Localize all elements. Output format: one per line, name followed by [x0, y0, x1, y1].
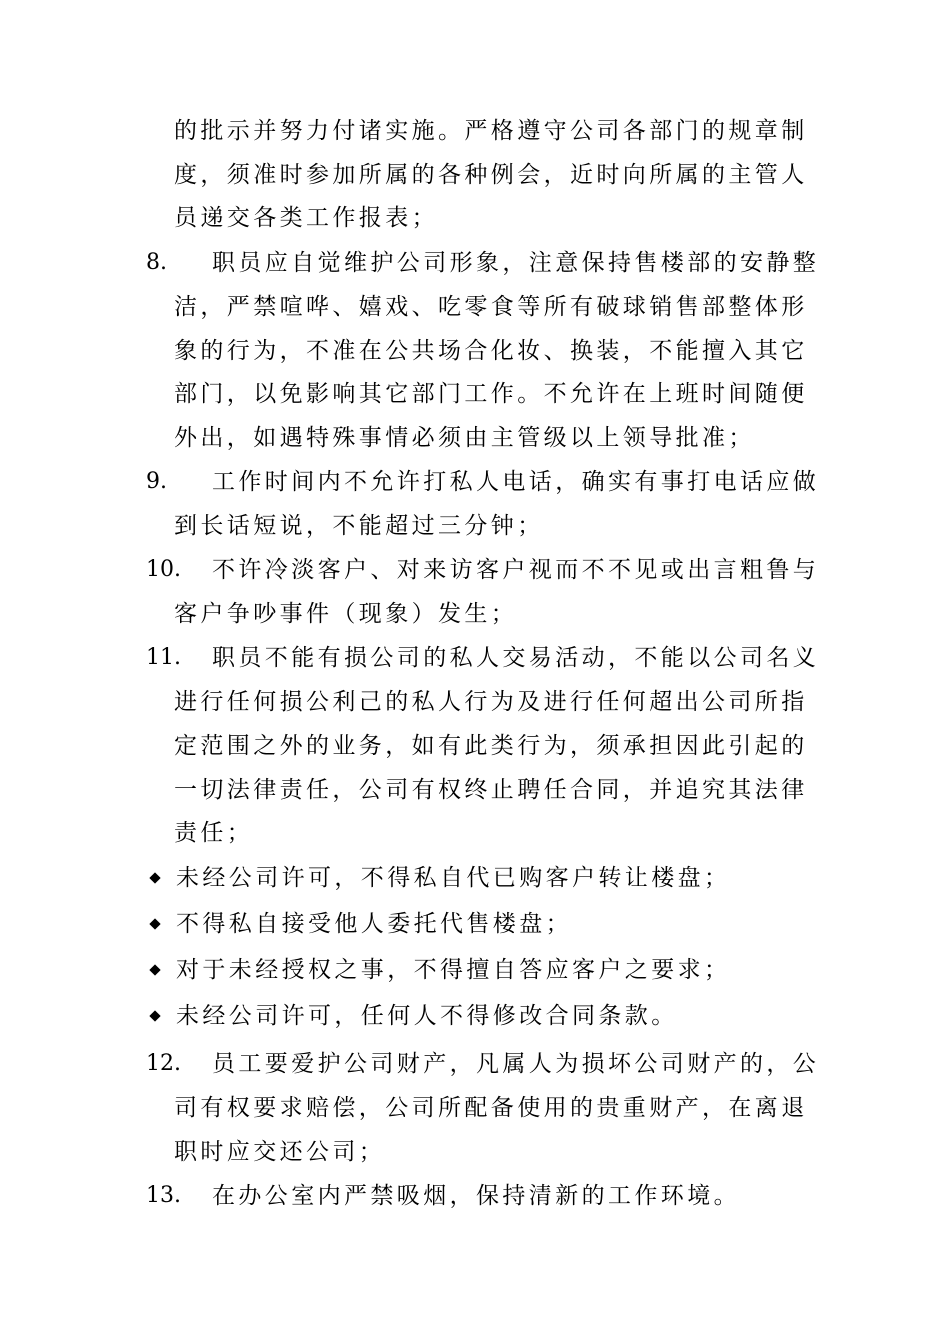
- diamond-bullet-icon: [149, 918, 161, 930]
- paragraph-line: 责任；: [174, 820, 254, 846]
- paragraph-line: 员递交各类工作报表；: [174, 205, 438, 231]
- item-number: 8.: [146, 250, 167, 275]
- bullet-item: 未经公司许可，任何人不得修改合同条款。: [176, 1003, 678, 1029]
- bullet-item: 对于未经授权之事，不得擅自答应客户之要求；: [176, 957, 731, 983]
- paragraph-line: 职员应自觉维护公司形象，注意保持售楼部的安静整: [212, 250, 820, 276]
- paragraph-line: 客户争吵事件（现象）发生；: [174, 601, 518, 627]
- paragraph-line: 职时应交还公司；: [174, 1139, 386, 1165]
- item-number: 11.: [146, 645, 181, 670]
- paragraph-line: 到长话短说，不能超过三分钟；: [174, 513, 544, 539]
- paragraph-line: 一切法律责任，公司有权终止聘任合同，并追究其法律: [174, 777, 808, 803]
- paragraph-line: 司有权要求赔偿，公司所配备使用的贵重财产，在离退: [174, 1095, 808, 1121]
- paragraph-line: 进行任何损公利己的私人行为及进行任何超出公司所指: [174, 689, 808, 715]
- paragraph-line: 在办公室内严禁吸烟，保持清新的工作环境。: [212, 1183, 740, 1209]
- bullet-item: 不得私自接受他人委托代售楼盘；: [176, 911, 572, 937]
- item-number: 9.: [146, 469, 167, 494]
- paragraph-line: 不许冷淡客户、对来访客户视而不不见或出言粗鲁与: [212, 557, 820, 583]
- paragraph-line: 定范围之外的业务，如有此类行为，须承担因此引起的: [174, 733, 808, 759]
- paragraph-line: 部门，以免影响其它部门工作。不允许在上班时间随便: [174, 381, 808, 407]
- paragraph-line: 外出，如遇特殊事情必须由主管级以上领导批准；: [174, 425, 755, 451]
- item-number: 10.: [146, 557, 181, 582]
- paragraph-line: 工作时间内不允许打私人电话，确实有事打电话应做: [212, 469, 820, 495]
- item-number: 12.: [146, 1051, 181, 1076]
- paragraph-line: 洁，严禁喧哗、嬉戏、吃零食等所有破球销售部整体形: [174, 294, 808, 320]
- item-number: 13.: [146, 1183, 181, 1208]
- diamond-bullet-icon: [149, 1010, 161, 1022]
- paragraph-line: 度，须准时参加所属的各种例会，近时向所属的主管人: [174, 162, 808, 188]
- paragraph-line: 员工要爱护公司财产，凡属人为损坏公司财产的，公: [212, 1051, 820, 1077]
- bullet-item: 未经公司许可，不得私自代已购客户转让楼盘；: [176, 865, 731, 891]
- diamond-bullet-icon: [149, 964, 161, 976]
- paragraph-line: 的批示并努力付诸实施。严格遵守公司各部门的规章制: [174, 118, 808, 144]
- diamond-bullet-icon: [149, 872, 161, 884]
- paragraph-line: 象的行为，不准在公共场合化妆、换装，不能擅入其它: [174, 338, 808, 364]
- paragraph-line: 职员不能有损公司的私人交易活动，不能以公司名义: [212, 645, 820, 671]
